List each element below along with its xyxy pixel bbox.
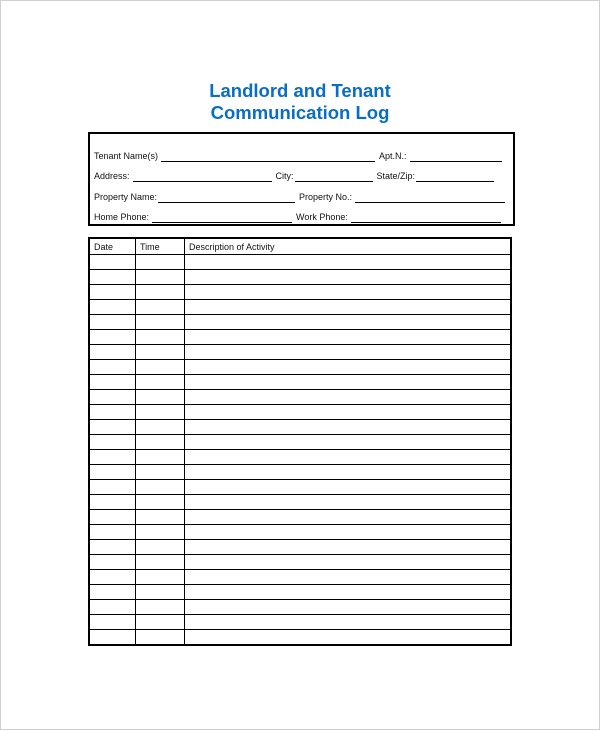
table-row (89, 540, 511, 555)
date-cell[interactable] (89, 375, 136, 390)
apt-label: Apt.N.: (379, 151, 407, 161)
date-cell[interactable] (89, 300, 136, 315)
table-row (89, 285, 511, 300)
time-cell[interactable] (136, 375, 185, 390)
time-cell[interactable] (136, 435, 185, 450)
table-row (89, 525, 511, 540)
description-cell[interactable] (185, 330, 512, 345)
date-cell[interactable] (89, 330, 136, 345)
title-line-1: Landlord and Tenant (209, 80, 391, 101)
time-cell[interactable] (136, 480, 185, 495)
table-row (89, 450, 511, 465)
table-row (89, 630, 511, 646)
table-row (89, 375, 511, 390)
table-row (89, 510, 511, 525)
description-cell[interactable] (185, 555, 512, 570)
address-label: Address: (94, 171, 130, 181)
description-cell[interactable] (185, 450, 512, 465)
apt-field[interactable] (410, 151, 502, 162)
description-cell[interactable] (185, 390, 512, 405)
table-row (89, 600, 511, 615)
table-row (89, 360, 511, 375)
table-row (89, 270, 511, 285)
description-cell[interactable] (185, 435, 512, 450)
time-cell[interactable] (136, 345, 185, 360)
home-phone-field[interactable] (152, 212, 292, 223)
state-zip-field[interactable] (416, 171, 494, 182)
tenant-info-box (88, 132, 515, 226)
description-cell[interactable] (185, 285, 512, 300)
document-title (0, 80, 600, 124)
property-no-label: Property No.: (299, 192, 353, 202)
date-cell[interactable] (89, 555, 136, 570)
date-cell[interactable] (89, 585, 136, 600)
property-name-label: Property Name: (94, 192, 158, 202)
time-cell[interactable] (136, 540, 185, 555)
time-cell[interactable] (136, 465, 185, 480)
time-cell[interactable] (136, 450, 185, 465)
date-cell[interactable] (89, 270, 136, 285)
date-cell[interactable] (89, 405, 136, 420)
date-cell[interactable] (89, 510, 136, 525)
table-row (89, 390, 511, 405)
description-cell[interactable] (185, 345, 512, 360)
description-cell[interactable] (185, 630, 512, 646)
date-cell[interactable] (89, 345, 136, 360)
time-cell[interactable] (136, 360, 185, 375)
tenant-name-field[interactable] (161, 151, 375, 162)
table-row (89, 420, 511, 435)
time-cell[interactable] (136, 555, 185, 570)
date-cell[interactable] (89, 360, 136, 375)
date-cell[interactable] (89, 495, 136, 510)
work-phone-label: Work Phone: (296, 212, 348, 222)
table-row (89, 570, 511, 585)
info-row-phone (94, 209, 505, 223)
table-row (89, 465, 511, 480)
date-cell[interactable] (89, 600, 136, 615)
description-cell[interactable] (185, 420, 512, 435)
date-cell[interactable] (89, 465, 136, 480)
time-cell[interactable] (136, 330, 185, 345)
description-cell[interactable] (185, 360, 512, 375)
time-cell[interactable] (136, 600, 185, 615)
date-cell[interactable] (89, 255, 136, 270)
table-row (89, 255, 511, 270)
description-cell[interactable] (185, 375, 512, 390)
description-cell[interactable] (185, 300, 512, 315)
time-cell[interactable] (136, 570, 185, 585)
time-cell[interactable] (136, 495, 185, 510)
time-cell[interactable] (136, 420, 185, 435)
description-cell[interactable] (185, 525, 512, 540)
date-cell[interactable] (89, 630, 136, 646)
description-cell[interactable] (185, 465, 512, 480)
description-cell[interactable] (185, 540, 512, 555)
description-cell[interactable] (185, 315, 512, 330)
home-phone-label: Home Phone: (94, 212, 150, 222)
table-body (89, 255, 511, 646)
description-cell[interactable] (185, 270, 512, 285)
description-cell[interactable] (185, 510, 512, 525)
title-line-2: Communication Log (210, 102, 390, 123)
info-row-property (94, 189, 509, 203)
table-row (89, 435, 511, 450)
time-cell[interactable] (136, 585, 185, 600)
time-cell[interactable] (136, 300, 185, 315)
column-header-date: Date (89, 238, 136, 255)
time-cell[interactable] (136, 615, 185, 630)
state-zip-label: State/Zip: (376, 171, 416, 181)
date-cell[interactable] (89, 435, 136, 450)
column-header-time: Time (136, 238, 185, 255)
date-cell[interactable] (89, 420, 136, 435)
description-cell[interactable] (185, 480, 512, 495)
date-cell[interactable] (89, 525, 136, 540)
time-cell[interactable] (136, 405, 185, 420)
table-row (89, 345, 511, 360)
work-phone-field[interactable] (351, 212, 501, 223)
table-row (89, 615, 511, 630)
table-row (89, 480, 511, 495)
description-cell[interactable] (185, 615, 512, 630)
date-cell[interactable] (89, 570, 136, 585)
time-cell[interactable] (136, 390, 185, 405)
description-cell[interactable] (185, 405, 512, 420)
description-cell[interactable] (185, 600, 512, 615)
table-row (89, 495, 511, 510)
date-cell[interactable] (89, 615, 136, 630)
table-row (89, 555, 511, 570)
time-cell[interactable] (136, 315, 185, 330)
city-label: City: (275, 171, 294, 181)
time-cell[interactable] (136, 270, 185, 285)
table-header-row (89, 238, 511, 255)
date-cell[interactable] (89, 315, 136, 330)
time-cell[interactable] (136, 630, 185, 646)
date-cell[interactable] (89, 540, 136, 555)
table-row (89, 315, 511, 330)
time-cell[interactable] (136, 285, 185, 300)
description-cell[interactable] (185, 570, 512, 585)
city-field[interactable] (295, 171, 373, 182)
date-cell[interactable] (89, 390, 136, 405)
time-cell[interactable] (136, 525, 185, 540)
communication-log-table (88, 237, 512, 646)
tenant-name-label: Tenant Name(s) (94, 151, 159, 161)
date-cell[interactable] (89, 450, 136, 465)
description-cell[interactable] (185, 585, 512, 600)
time-cell[interactable] (136, 255, 185, 270)
time-cell[interactable] (136, 510, 185, 525)
description-cell[interactable] (185, 255, 512, 270)
table-row (89, 405, 511, 420)
date-cell[interactable] (89, 480, 136, 495)
table-row (89, 300, 511, 315)
date-cell[interactable] (89, 285, 136, 300)
address-field[interactable] (133, 171, 272, 182)
property-no-field[interactable] (355, 192, 505, 203)
column-header-description: Description of Activity (185, 238, 512, 255)
info-row-address (94, 168, 498, 182)
property-name-field[interactable] (158, 192, 295, 203)
description-cell[interactable] (185, 495, 512, 510)
table-row (89, 585, 511, 600)
info-row-tenant (94, 148, 506, 162)
table-row (89, 330, 511, 345)
